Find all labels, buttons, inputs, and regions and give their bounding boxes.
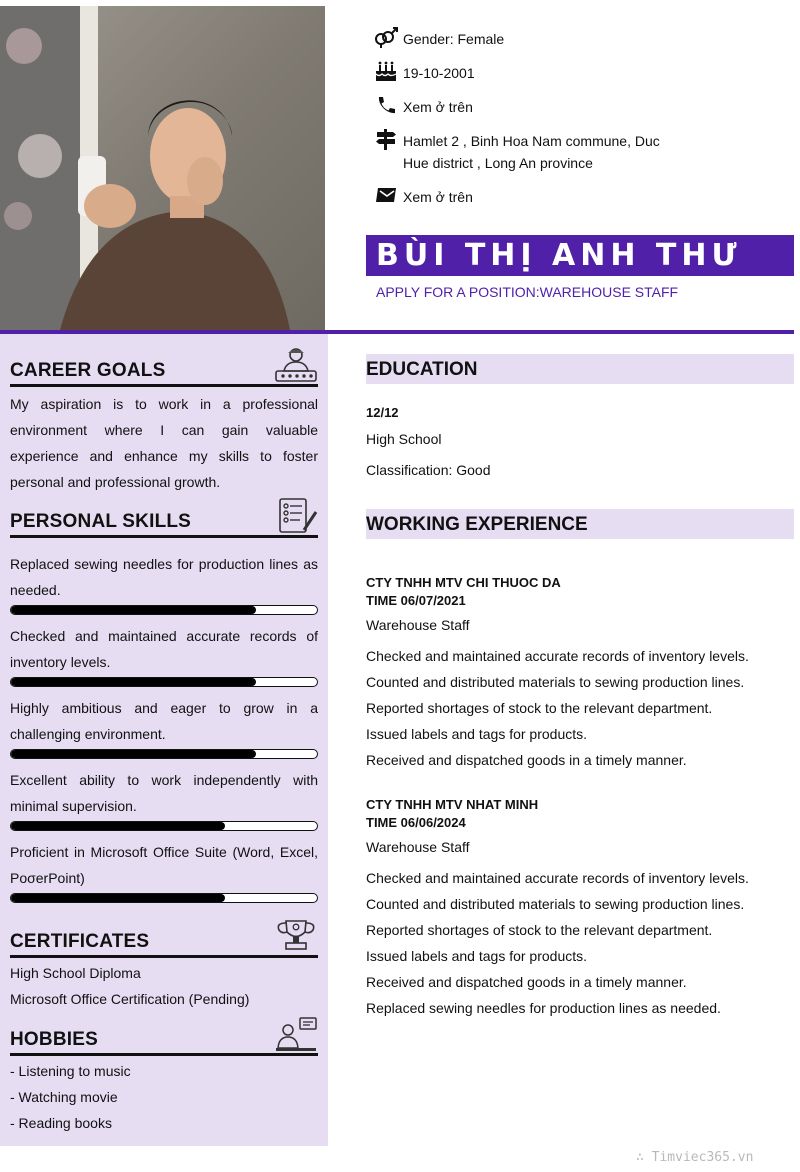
hobby-item: - Watching movie	[10, 1089, 118, 1105]
certificates-header	[10, 926, 318, 958]
watermark: ∴ Timviec365.vn	[636, 1150, 754, 1165]
worker-icon	[274, 347, 318, 383]
skill-level-bar	[10, 893, 318, 903]
education-school: High School	[366, 431, 442, 447]
job-role: Warehouse Staff	[366, 617, 470, 633]
certificates-section	[10, 926, 318, 1012]
hobbies-header	[10, 1024, 318, 1056]
skill-level-bar	[10, 749, 318, 759]
job-duty: Counted and distributed materials to sewing production lines.	[366, 896, 745, 912]
job-duty: Checked and maintained accurate records of inventory levels.	[366, 870, 749, 886]
skill-level-bar	[10, 605, 318, 615]
experience-header	[366, 509, 794, 539]
hobbies-title: HOBBIES	[10, 1029, 98, 1050]
skill-item	[10, 839, 318, 903]
gender-icon	[374, 26, 398, 48]
job-role: Warehouse Staff	[366, 839, 470, 855]
checklist-icon	[274, 498, 318, 534]
skill-item	[10, 551, 318, 615]
skill-level-fill	[11, 606, 256, 614]
contact-phone	[374, 96, 794, 118]
career-goals-text: My aspiration is to work in a professional environment where I can gain valuable experience and enhance my skills to foster personal and professional growth.	[10, 396, 318, 490]
job-duty: Issued labels and tags for products.	[366, 948, 588, 964]
signpost-icon	[374, 128, 398, 150]
gender-text: Gender: Female	[403, 31, 505, 47]
job-duty: Reported shortages of stock to the relevant department.	[366, 922, 713, 938]
contact-birthday	[374, 62, 794, 84]
contact-address	[374, 130, 794, 174]
hobby-item: - Listening to music	[10, 1063, 131, 1079]
personal-skills-section	[10, 506, 318, 911]
name-banner	[366, 235, 794, 276]
certificate-item: Microsoft Office Certification (Pending)	[10, 991, 250, 1007]
skill-item	[10, 623, 318, 687]
skill-item	[10, 767, 318, 831]
job-duty: Received and dispatched goods in a timely manner.	[366, 752, 687, 768]
career-goals-header	[10, 355, 318, 387]
hobby-item: - Reading books	[10, 1115, 112, 1131]
job-duty: Reported shortages of stock to the relevant department.	[366, 700, 713, 716]
education-period: 12/12	[366, 405, 399, 420]
contact-email	[374, 186, 794, 208]
contact-list	[374, 28, 794, 220]
skill-level-fill	[11, 822, 225, 830]
profile-photo	[0, 6, 325, 330]
hobbies-section	[10, 1024, 318, 1136]
phone-text[interactable]: Xem ở trên	[403, 99, 473, 115]
job-duty: Counted and distributed materials to sewing production lines.	[366, 674, 745, 690]
education-header	[366, 354, 794, 384]
skill-text: Highly ambitious and eager to grow in a challenging environment.	[10, 700, 318, 742]
candidate-name: BÙI THỊ ANH THƯ	[376, 238, 742, 273]
trophy-icon	[274, 918, 318, 954]
education-classification: Classification: Good	[366, 462, 491, 478]
skill-text: Replaced sewing needles for production lines as needed.	[10, 556, 318, 598]
certificates-title: CERTIFICATES	[10, 931, 150, 952]
job-entry	[366, 574, 794, 773]
job-duty: Received and dispatched goods in a timely manner.	[366, 974, 687, 990]
skill-level-bar	[10, 677, 318, 687]
job-duty: Replaced sewing needles for production lines as needed.	[366, 1000, 721, 1016]
experience-title: WORKING EXPERIENCE	[366, 514, 588, 535]
personal-skills-header	[10, 506, 318, 538]
birthday-text: 19-10-2001	[403, 65, 475, 81]
skill-text: Proficient in Microsoft Office Suite (Word, Excel, PoσerPoint)	[10, 844, 318, 886]
job-company: CTY TNHH MTV NHAT MINH	[366, 797, 539, 812]
birthday-cake-icon	[374, 60, 398, 82]
skill-level-fill	[11, 894, 225, 902]
job-time: TIME 06/07/2021	[366, 593, 466, 608]
career-goals-title: CAREER GOALS	[10, 360, 166, 381]
skill-text: Excellent ability to work independently with minimal supervision.	[10, 772, 318, 814]
education-title: EDUCATION	[366, 359, 478, 380]
hobby-icon	[274, 1016, 318, 1052]
personal-skills-title: PERSONAL SKILLS	[10, 511, 192, 532]
email-icon	[374, 184, 398, 206]
education-entry	[366, 404, 794, 483]
skill-level-fill	[11, 678, 256, 686]
job-entry	[366, 796, 794, 1021]
skill-text: Checked and maintained accurate records of inventory levels.	[10, 628, 318, 670]
job-duty: Checked and maintained accurate records of inventory levels.	[366, 648, 749, 664]
address-text: Hamlet 2 , Binh Hoa Nam commune, Duc Hue district , Long An province	[403, 133, 660, 171]
contact-gender	[374, 28, 794, 50]
career-goals-section	[10, 355, 318, 495]
phone-icon	[374, 94, 398, 116]
job-time: TIME 06/06/2024	[366, 815, 466, 830]
skill-level-bar	[10, 821, 318, 831]
skill-item	[10, 695, 318, 759]
job-company: CTY TNHH MTV CHI THUOC DA	[366, 575, 561, 590]
job-duty: Issued labels and tags for products.	[366, 726, 588, 742]
applied-position: APPLY FOR A POSITION:WAREHOUSE STAFF	[376, 284, 679, 300]
email-text[interactable]: Xem ở trên	[403, 189, 473, 205]
certificate-item: High School Diploma	[10, 965, 141, 981]
skill-level-fill	[11, 750, 256, 758]
